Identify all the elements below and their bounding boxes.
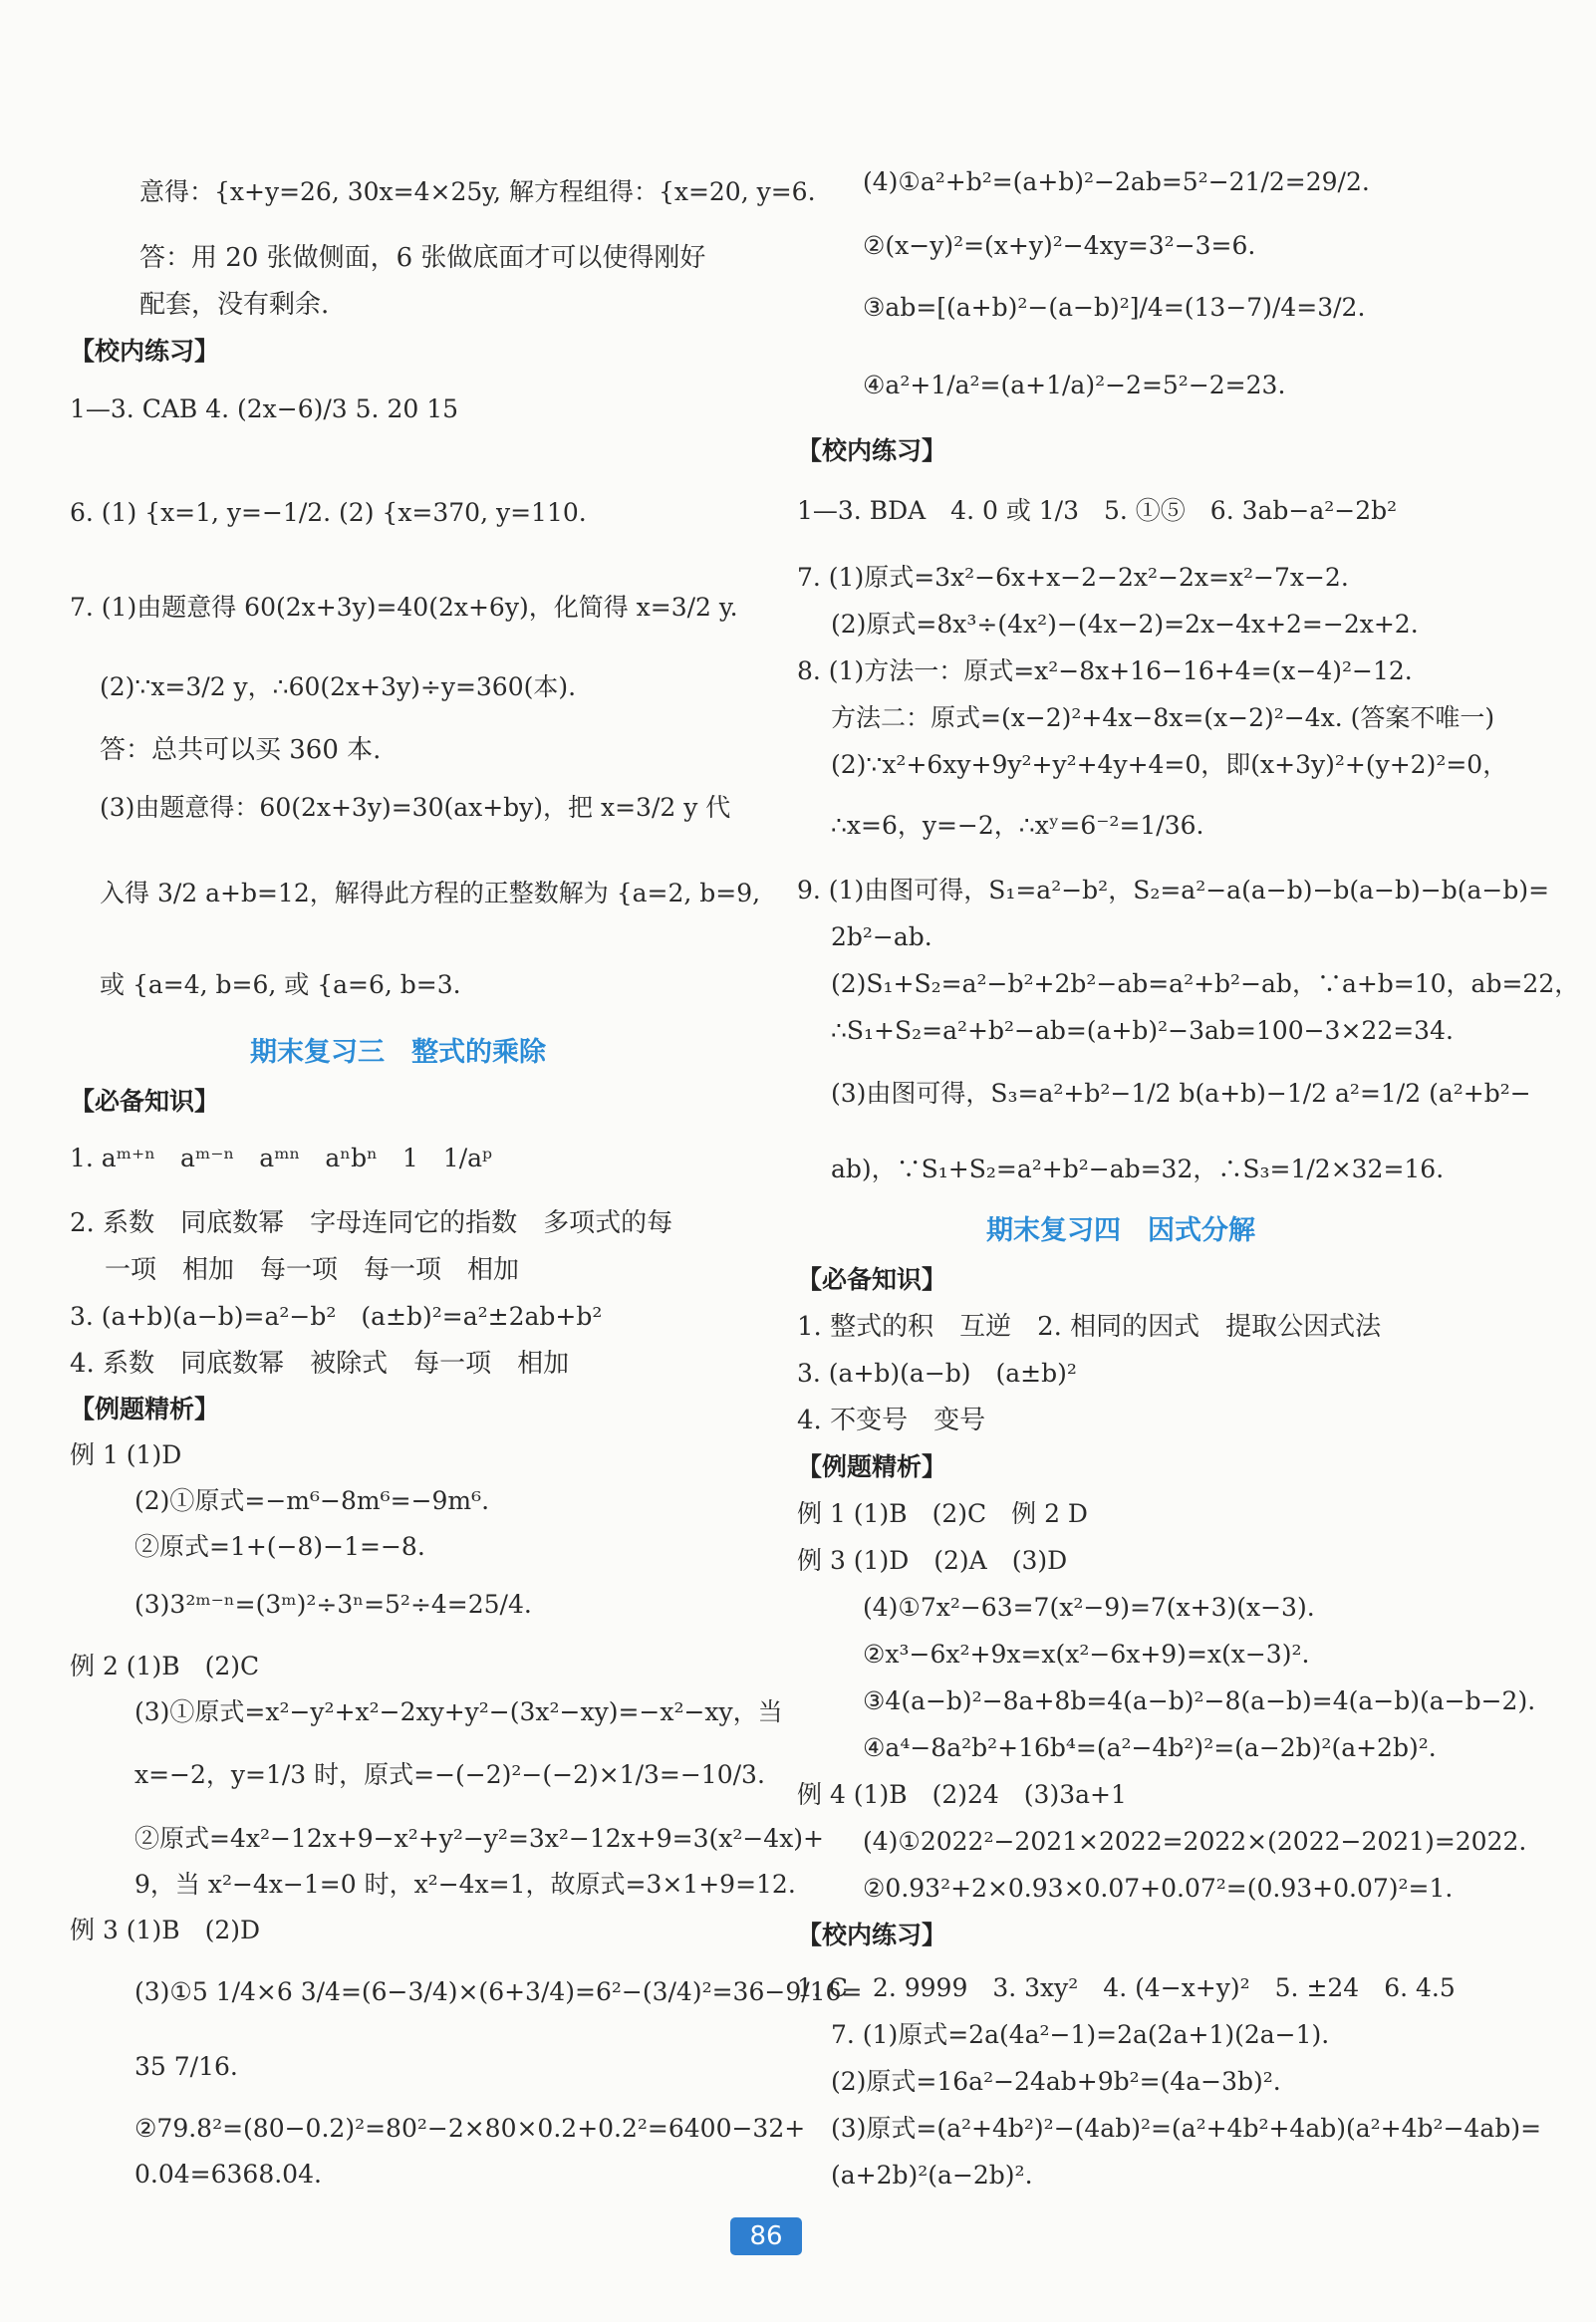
answer-line: 6. (1) {x=1, y=−1/2. (2) {x=370, y=110.	[70, 498, 587, 527]
answer-line: 2. 系数 同底数幂 字母连同它的指数 多项式的每	[70, 1208, 673, 1238]
answer-line: 一项 相加 每一项 每一项 相加	[105, 1255, 520, 1285]
answer-line: ②0.93²+2×0.93×0.07+0.07²=(0.93+0.07)²=1.	[863, 1874, 1454, 1903]
answer-line: 7. (1)由题意得 60(2x+3y)=40(2x+6y)，化简得 x=3/2 y.	[70, 593, 738, 622]
answer-line: 例 1 (1)B (2)C 例 2 D	[797, 1499, 1088, 1528]
answer-line: 配套，没有剩余.	[139, 290, 330, 320]
answer-line: 1. 整式的积 互逆 2. 相同的因式 提取公因式法	[797, 1312, 1382, 1342]
section-title: 期末复习三 整式的乘除	[250, 1037, 546, 1068]
answer-line: ab)，∵S₁+S₂=a²+b²−ab=32，∴S₃=1/2×32=16.	[831, 1155, 1445, 1183]
answer-line: ②原式=1+(−8)−1=−8.	[134, 1532, 425, 1561]
answer-line: 1—3. BDA 4. 0 或 1/3 5. ①⑤ 6. 3ab−a²−2b²	[797, 496, 1398, 525]
answer-line: (3)①5 1/4×6 3/4=(6−3/4)×(6+3/4)=6²−(3/4)²=36−9/16=	[134, 1977, 863, 2006]
answer-line: 1. aᵐ⁺ⁿ aᵐ⁻ⁿ aᵐⁿ aⁿbⁿ 1 1/aᵖ	[70, 1144, 493, 1172]
answer-line: 意得：{x+y=26, 30x=4×25y, 解方程组得：{x=20, y=6.	[139, 177, 816, 206]
answer-line: (2)S₁+S₂=a²−b²+2b²−ab=a²+b²−ab，∵a+b=10，ab=22，	[831, 969, 1580, 998]
answer-line: (3)3²ᵐ⁻ⁿ=(3ᵐ)²÷3ⁿ=5²÷4=25/4.	[134, 1590, 532, 1619]
answer-line: (a+2b)²(a−2b)².	[831, 2161, 1033, 2190]
answer-line: 2b²−ab.	[831, 922, 932, 951]
answer-line: 9，当 x²−4x−1=0 时，x²−4x=1，故原式=3×1+9=12.	[134, 1870, 796, 1899]
answer-line: 入得 3/2 a+b=12，解得此方程的正整数解为 {a=2, b=9,	[100, 879, 761, 907]
answer-line: ③4(a−b)²−8a+8b=4(a−b)²−8(a−b)=4(a−b)(a−b−2).	[863, 1686, 1536, 1715]
answer-line: 8. (1)方法一：原式=x²−8x+16−16+4=(x−4)²−12.	[797, 656, 1413, 685]
answer-line: 1—3. CAB 4. (2x−6)/3 5. 20 15	[70, 394, 459, 423]
section-title: 期末复习四 因式分解	[986, 1215, 1255, 1246]
answer-line: 1. C 2. 9999 3. 3xy² 4. (4−x+y)² 5. ±24 6. 4.5	[797, 1973, 1456, 2002]
answer-line: (3)原式=(a²+4b²)²−(4ab)²=(a²+4b²+4ab)(a²+4b²−4ab)=	[831, 2114, 1542, 2143]
answer-line: 答：用 20 张做侧面，6 张做底面才可以使得刚好	[139, 243, 706, 273]
answer-line: 答：总共可以买 360 本.	[100, 735, 382, 765]
answer-line: (3)由图可得，S₃=a²+b²−1/2 b(a+b)−1/2 a²=1/2 (a²+b²−	[831, 1079, 1531, 1108]
answer-line: 7. (1)原式=2a(4a²−1)=2a(2a+1)(2a−1).	[831, 2020, 1330, 2049]
answer-line: (3)由题意得：60(2x+3y)=30(ax+by)，把 x=3/2 y 代	[100, 793, 731, 822]
answer-line: ②原式=4x²−12x+9−x²+y²−y²=3x²−12x+9=3(x²−4x)+	[134, 1824, 825, 1853]
answer-line: 3. (a+b)(a−b)=a²−b² (a±b)²=a²±2ab+b²	[70, 1302, 603, 1331]
subsection-heading: 【例题精析】	[797, 1452, 947, 1481]
answer-line: ②x³−6x²+9x=x(x²−6x+9)=x(x−3)².	[863, 1640, 1310, 1669]
answer-line: (2)原式=16a²−24ab+9b²=(4a−3b)².	[831, 2067, 1281, 2096]
answer-line: 7. (1)原式=3x²−6x+x−2−2x²−2x=x²−7x−2.	[797, 563, 1349, 592]
answer-line: 35 7/16.	[134, 2052, 238, 2081]
answer-line: 0.04=6368.04.	[134, 2160, 322, 2189]
answer-line: 例 1 (1)D	[70, 1440, 182, 1469]
answer-line: ∴S₁+S₂=a²+b²−ab=(a+b)²−3ab=100−3×22=34.	[831, 1016, 1454, 1045]
subsection-heading: 【例题精析】	[70, 1395, 220, 1423]
answer-line: ④a⁴−8a²b²+16b⁴=(a²−4b²)²=(a−2b)²(a+2b)².	[863, 1733, 1437, 1762]
answer-line: ∴x=6，y=−2，∴xʸ=6⁻²=1/36.	[831, 811, 1204, 840]
answer-line: (4)①a²+b²=(a+b)²−2ab=5²−21/2=29/2.	[863, 167, 1370, 196]
page-number: 86	[730, 2217, 802, 2255]
answer-line: 3. (a+b)(a−b) (a±b)²	[797, 1359, 1077, 1388]
answer-line: 4. 不变号 变号	[797, 1406, 986, 1435]
answer-line: (4)①7x²−63=7(x²−9)=7(x+3)(x−3).	[863, 1593, 1315, 1622]
answer-line: ③ab=[(a+b)²−(a−b)²]/4=(13−7)/4=3/2.	[863, 293, 1366, 322]
answer-line: (4)①2022²−2021×2022=2022×(2022−2021)=2022.	[863, 1827, 1527, 1856]
answer-line: 例 3 (1)B (2)D	[70, 1916, 261, 1944]
answer-line: (2)原式=8x³÷(4x²)−(4x−2)=2x−4x+2=−2x+2.	[831, 610, 1419, 639]
subsection-heading: 【校内练习】	[70, 337, 220, 366]
answer-line: (2)∵x=3/2 y，∴60(2x+3y)÷y=360(本).	[100, 672, 577, 701]
answer-line: 例 2 (1)B (2)C	[70, 1652, 260, 1680]
answer-line: ④a²+1/a²=(a+1/a)²−2=5²−2=23.	[863, 371, 1286, 399]
subsection-heading: 【必备知识】	[797, 1265, 947, 1294]
answer-line: ②79.8²=(80−0.2)²=80²−2×80×0.2+0.2²=6400−32+	[134, 2114, 806, 2143]
answer-line: (2)∵x²+6xy+9y²+y²+4y+4=0，即(x+3y)²+(y+2)²=0，	[831, 750, 1508, 779]
answer-line: 4. 系数 同底数幂 被除式 每一项 相加	[70, 1349, 570, 1379]
answer-line: 例 3 (1)D (2)A (3)D	[797, 1546, 1068, 1575]
answer-line: ②(x−y)²=(x+y)²−4xy=3²−3=6.	[863, 231, 1256, 260]
answer-line: 例 4 (1)B (2)24 (3)3a+1	[797, 1780, 1127, 1809]
answer-line: (2)①原式=−m⁶−8m⁶=−9m⁶.	[134, 1486, 490, 1515]
answer-line: x=−2，y=1/3 时，原式=−(−2)²−(−2)×1/3=−10/3.	[134, 1760, 765, 1789]
subsection-heading: 【必备知识】	[70, 1087, 220, 1116]
answer-line: (3)①原式=x²−y²+x²−2xy+y²−(3x²−xy)=−x²−xy，当	[134, 1697, 783, 1726]
answer-line: 方法二：原式=(x−2)²+4x−8x=(x−2)²−4x. (答案不唯一)	[831, 703, 1495, 732]
subsection-heading: 【校内练习】	[797, 1921, 947, 1949]
answer-line: 或 {a=4, b=6, 或 {a=6, b=3.	[100, 970, 461, 999]
subsection-heading: 【校内练习】	[797, 436, 947, 465]
answer-line: 9. (1)由图可得，S₁=a²−b²，S₂=a²−a(a−b)−b(a−b)−b(a−b)=	[797, 876, 1550, 904]
